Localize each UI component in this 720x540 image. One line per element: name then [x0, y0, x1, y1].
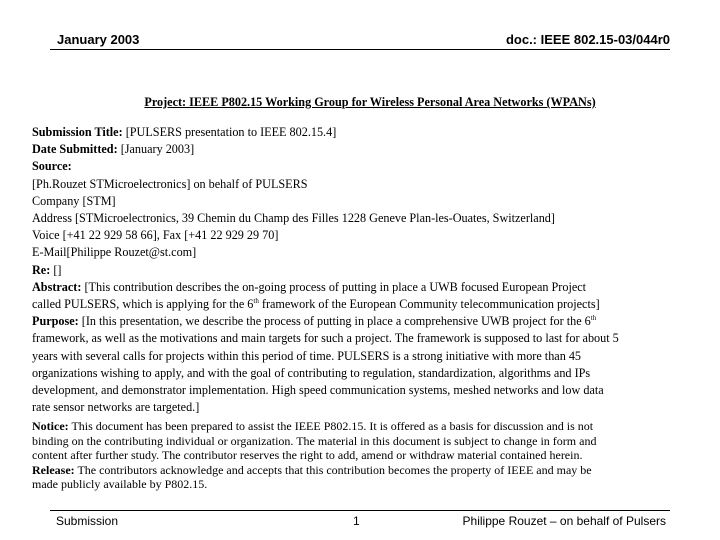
purpose-superscript: th — [590, 314, 597, 323]
purpose-line-4: organizations wishing to apply, and with the goal of contributing to regulation, standardization, algorithms and IPs — [32, 365, 591, 380]
re-label: Re: — [32, 262, 51, 277]
notice-block — [32, 419, 710, 492]
header-divider — [50, 49, 670, 50]
re-value: [] — [50, 262, 62, 277]
date-submitted-value: [January 2003] — [117, 142, 195, 157]
abstract-text-2b: framework of the European Community telecommunication projects] — [258, 297, 600, 312]
notice-line-1 — [32, 419, 710, 434]
purpose-line-2: framework, as well as the motivations and main targets for such a project. The framework is supposed to last for about 5 — [32, 331, 619, 346]
purpose-text-1: [In this presentation, we describe the process of putting in place a comprehensive UWB project for the 6 — [78, 314, 591, 329]
abstract-line-1 — [32, 279, 710, 296]
submission-title-label: Submission Title: — [32, 125, 123, 139]
date-submitted-label: Date Submitted: — [32, 142, 118, 157]
project-title: Project: IEEE P802.15 Working Group for Wireless Personal Area Networks (WPANs) — [144, 95, 596, 109]
notice-line-2: binding on the contributing individual or organization. The material in this document is subject to change in form and — [32, 433, 597, 448]
abstract-label: Abstract: — [32, 279, 82, 294]
release-text-1: The contributors acknowledge and accepts that this contribution becomes the property of IEEE and may be — [74, 462, 592, 477]
notice-line-3: content after further study. The contributor reserves the right to add, amend or withdraw material contained herein. — [32, 448, 583, 462]
footer-divider — [50, 510, 670, 511]
source-line: [Ph.Rouzet STMicroelectronics] on behalf of PULSERS — [32, 176, 308, 191]
submission-title-line — [32, 124, 710, 141]
submission-title-value: [PULSERS presentation to IEEE 802.15.4] — [122, 125, 337, 139]
abstract-text-1: [This contribution describes the on-going process of putting in place a UWB focused European Project — [81, 279, 587, 294]
release-line-2: made publicly available by P802.15. — [32, 477, 208, 491]
header-doc-id: doc.: IEEE 802.15-03/044r0 — [505, 32, 670, 47]
abstract-text-2a: called PULSERS, which is applying for the 6 — [32, 297, 254, 312]
purpose-line-1 — [32, 313, 710, 330]
abstract-superscript: th — [253, 296, 259, 305]
notice-label: Notice: — [32, 419, 69, 433]
abstract-line-2 — [32, 296, 710, 313]
re-line — [32, 262, 710, 279]
footer-author: Philippe Rouzet – on behalf of Pulsers — [462, 514, 666, 528]
release-line-1 — [32, 463, 710, 478]
company-line: Company [STM] — [32, 193, 116, 208]
footer-submission: Submission — [56, 514, 119, 528]
submission-fields — [32, 124, 710, 416]
notice-text-1: This document has been prepared to assist the IEEE P802.15. It is offered as a basis for discussion and is not — [68, 419, 594, 433]
address-line: Address [STMicroelectronics, 39 Chemin du Champ des Filles 1228 Geneve Plan-les-Ouates, Switzerland] — [32, 211, 555, 226]
header-date: January 2003 — [57, 32, 140, 47]
purpose-line-3: years with several calls for projects within this period of time. PULSERS is a strong initiative with more than 45 — [32, 348, 582, 363]
purpose-line-6: rate sensor networks are targeted.] — [32, 400, 200, 415]
date-submitted-line — [32, 141, 710, 158]
email-line: E-Mail[Philippe Rouzet@st.com] — [32, 245, 197, 260]
source-label: Source: — [32, 159, 72, 174]
purpose-label: Purpose: — [32, 314, 79, 329]
purpose-line-5: development, and demonstrator implementation. High speed communication systems, meshed networks and low data — [32, 383, 604, 398]
voice-fax-line: Voice [+41 22 929 58 66], Fax [+41 22 929 29 70] — [32, 228, 279, 243]
release-label: Release: — [32, 462, 75, 477]
footer-page-number: 1 — [353, 514, 360, 528]
